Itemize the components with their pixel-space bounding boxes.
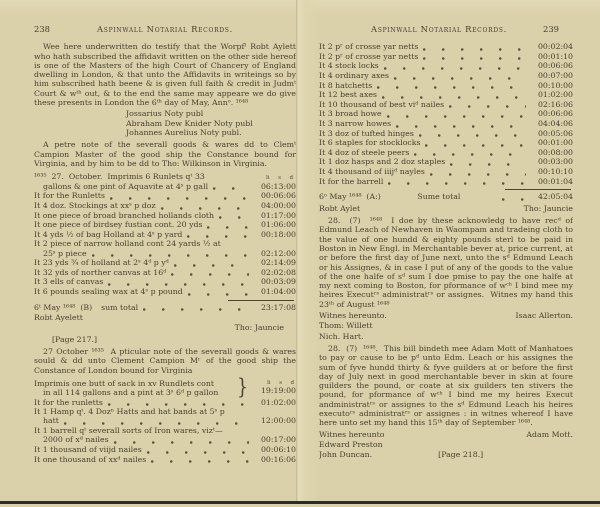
item-value: 00:01:04: [537, 176, 573, 186]
item-label: It 10 thousand of best viᵈ nailes: [319, 99, 445, 109]
running-title: Aspinwall Notarial Records.: [97, 25, 233, 34]
item-label: It one thousand of xxᵈ nailes: [34, 454, 147, 464]
item-value: 02:12:00: [260, 248, 296, 258]
dot-leader: [114, 441, 249, 444]
item-value: 02:14:09: [260, 258, 296, 268]
item-value: 04:04:06: [537, 119, 573, 129]
notary-name: Johannes Aurelius Noty publ.: [126, 127, 242, 137]
dot-leader: [174, 264, 249, 267]
dot-leader: [110, 197, 249, 200]
item-label-cont: hatt: [43, 416, 59, 426]
item-value: 00:01:10: [537, 51, 573, 61]
item-value: 19:19:00: [260, 386, 296, 396]
signature-witness: Tho: Jauncie: [523, 203, 573, 213]
sum-label: sum total: [101, 302, 139, 312]
item-label-cont: gallons & one pint of Aquavite at 4ˢ p gall: [43, 181, 209, 191]
dot-leader: [161, 207, 249, 210]
notary-signatures: [126, 109, 296, 137]
dot-leader: [382, 96, 526, 99]
dot-leader: [108, 403, 249, 406]
item-value: 00:18:00: [260, 229, 296, 239]
witness-name: Nich. Hart.: [319, 331, 364, 341]
dot-leader: [423, 48, 526, 51]
item-value: 00:03:00: [537, 157, 573, 167]
item-value: 00:01:00: [537, 138, 573, 148]
item-value: 02:02:08: [260, 267, 296, 277]
item-label: It 4 stock locks: [319, 61, 379, 71]
item-label: It 4 thousand of iiijᵈ nayles: [319, 167, 425, 177]
ledger-row: [34, 191, 296, 201]
ledger-row: [34, 258, 296, 268]
item-label: It 32 yds of norther canvas at 16ᵈ: [34, 267, 167, 277]
dot-leader: [151, 460, 249, 463]
ledger-row: [34, 268, 296, 278]
item-label: It 4 yds ½ of bag Holland at 4ˢ p yard: [34, 229, 183, 239]
left-page: [34, 25, 296, 499]
dot-leader: [92, 254, 249, 257]
notary-name: Jossarius Noty publ: [126, 109, 204, 119]
witness-name: Thom: Willett: [319, 321, 373, 331]
dot-leader: [207, 226, 249, 229]
item-value: 00:06:10: [260, 444, 296, 454]
ledger-row: [319, 42, 573, 52]
signature-row: [319, 204, 573, 213]
ledger-row: [34, 287, 296, 297]
entry-28b-paragraph: 28. (7) ¹⁶⁴⁸. This bill bindeth mee Adam Mott of Manhatoes to pay or cause to be pᵈ unto Edm. Leach or his assignes the sum of fyve hundd thirty & fyve guilders at or before the first day of July next in good merchantable bever in skin at foure guilders the pound, or coate at six guilders ten stivers the pound, for pformance of wᶜʰ I bind me my heires Execut andministratʳˢ or assignes to the sᵈ Edmund Leach his heires executoʳˢ administratʳˢ or assignes : in witnes whereof I have here unto set my hand this 15ᵗʰ day of September ¹⁶⁴⁸.: [319, 343, 573, 428]
dot-leader: [108, 283, 249, 286]
dot-leader: [394, 77, 526, 80]
witness-label: Witnes hereunto: [319, 429, 385, 439]
ledger-row: [34, 398, 296, 408]
item-label: It 12 best axes: [319, 90, 377, 100]
item-label: It for the Runletts: [34, 191, 106, 201]
item-value: 00:16:06: [260, 454, 296, 464]
ledger-row: [319, 167, 573, 177]
witness-row: [319, 311, 573, 320]
running-head-right: [319, 25, 573, 34]
ledger-row: [319, 138, 573, 148]
item-label: It 4 ordinary axes: [319, 71, 389, 81]
item-label-cont: in all 114 gallons and a pint at 3ˢ 6ᵈ p gallon: [43, 388, 219, 398]
item-value: 00:07:00: [537, 71, 573, 81]
dot-leader: [377, 86, 526, 89]
item-value: 01:17:00: [260, 210, 296, 220]
item-value: 00:02:04: [537, 42, 573, 52]
ledger-row: [319, 90, 573, 100]
sum-value: 42:05:04: [537, 192, 573, 202]
ledger-row: [34, 230, 296, 240]
ledger-row: [34, 445, 296, 455]
ledger-row: [34, 220, 296, 230]
dot-leader: [423, 57, 526, 60]
ledger-row: [319, 81, 573, 91]
item-label-cont: 2000 of xᵈ nailes: [43, 435, 109, 445]
ledger-row: [34, 239, 296, 258]
ledger-row: [34, 426, 296, 445]
item-label: It 1 barrell qᵗ severall sorts of Iron wares, vizᵗ—: [34, 426, 223, 436]
item-label-cont: 25ˢ p piece: [43, 248, 87, 258]
lsd-column-header: li s d: [266, 175, 293, 182]
page-gutter: [296, 0, 318, 501]
item-value: 00:03:09: [260, 277, 296, 287]
brace-glyph: }: [237, 375, 248, 401]
page-reference: [Page 217.]: [52, 334, 98, 344]
sum-date: 6ᵗ May ¹⁶⁴⁸ (B): [34, 302, 93, 312]
item-label: It 3 doz of tufted hinges: [319, 128, 414, 138]
ledger-row: [319, 71, 573, 81]
sum-date: 6ᵒ May ¹⁶⁴⁸ (A:): [319, 192, 381, 202]
dot-leader: [425, 144, 526, 147]
dot-leader: [419, 134, 526, 137]
ledger-row: [319, 157, 573, 167]
item-label: It 4 doz of steele peers: [319, 147, 410, 157]
item-label: It 6 staples for stocklocks: [319, 138, 421, 148]
ledger-row: [319, 177, 573, 187]
dot-leader: [188, 293, 249, 296]
sum-value: 23:17:08: [260, 302, 296, 312]
witness-name: John Duncan.: [319, 450, 373, 460]
page-number: 238: [34, 25, 50, 34]
ledger-row: [319, 100, 573, 110]
affidavit-paragraph: Wee here underwritten do testify that the Worpfˡ Robt Aylett who hath subscribed the affidavit written on the other side hereof is one of the Masters of the high Court of Chancery of England dwelling in London, & that unto the Affidavits in writeings so by him subscribed hath beene & is given full faith & credit in Judmᵗ Court & wᵗʰ out, & to the end the same may appeare we do give these presents in London the 6ᵗʰ day of May, Annᵒ. ¹⁶⁴⁸: [34, 42, 296, 108]
item-label: It 2 pʳ of crosse yar netts: [319, 42, 419, 52]
witness-signer: Isaac Allerton.: [515, 311, 573, 321]
item-value: 01:02:00: [260, 397, 296, 407]
ledger-row: [34, 201, 296, 211]
ledger-row: [34, 277, 296, 287]
item-value: 00:06:06: [537, 61, 573, 71]
item-label: It 2 piece of narrow holland cont 24 yards ½ at: [34, 239, 221, 249]
running-title: Aspinwall Notarial Records.: [371, 25, 507, 34]
witness-signer: Adam Mott.: [526, 429, 573, 439]
item-label: Imprimis one butt of sack in xv Rundlets cont: [34, 378, 215, 388]
particular-note-paragraph: 27 October ¹⁶³⁵ A pticular note of the severall goods & wares sould & dd unto Clement Campion Mʳ of the good ship the Constance of London bound for Virginia: [34, 347, 296, 375]
goods-note-paragraph: A petre note of the severall goods & wares dd to Clemᵗ Campion Master of the good ship the Constance bound for Virginia, and by him to be dd to Tho: Wilkinson in Virginia.: [34, 140, 296, 168]
item-value: 01:04:00: [260, 286, 296, 296]
dot-leader: [143, 308, 249, 311]
item-label: It 2 pʳ of crosse yar netts: [319, 51, 419, 61]
dot-leader: [430, 173, 526, 176]
dot-leader: [414, 153, 526, 156]
sum-total-row: [34, 303, 296, 313]
ledger-sack-butt: [34, 375, 296, 464]
item-label: It 1 doz hasps and 2 doz staples: [319, 157, 446, 167]
item-value: 01:06:00: [260, 220, 296, 230]
dot-leader: [449, 105, 526, 108]
ledger-row: [319, 52, 573, 62]
item-label: It 3 broad howe: [319, 109, 382, 119]
item-label: It 3 narrow howes: [319, 119, 392, 129]
signature-signer: Robt Ayelett: [34, 313, 83, 323]
dot-leader: [171, 273, 249, 276]
witness-row: [319, 430, 573, 439]
sum-rule: [505, 189, 571, 190]
item-value: 00:06:06: [537, 109, 573, 119]
item-label: It 6 pounds sealing wax at 4ˢ p pound: [34, 286, 183, 296]
dot-leader: [396, 125, 526, 128]
item-label: It 1 Hamp qᵗ. 4 Dozⁿ Hatts and hat bands at 5ˢ p: [34, 407, 225, 417]
item-value: 02:16:06: [537, 99, 573, 109]
dot-leader: [388, 182, 526, 185]
item-value: 00:05:06: [537, 128, 573, 138]
item-value: 00:06:06: [260, 191, 296, 201]
running-head-left: [34, 25, 296, 34]
dot-leader: [219, 216, 249, 219]
item-label: It 23 yds ¾ of holland at 2ˢ 4ᵈ p yᵈ: [34, 258, 169, 268]
item-label: It 1 thousand of viijd nailes: [34, 444, 142, 454]
dot-leader: [147, 451, 249, 454]
ledger-row: [319, 61, 573, 71]
book-bottom-edge: [0, 501, 600, 504]
item-label: It 4 doz. Stockings at xxˢ p doz: [34, 200, 156, 210]
page-reference: [Page 218.]: [438, 450, 484, 460]
ledger-row: [34, 211, 296, 221]
item-value: 00:17:00: [260, 435, 296, 445]
brace-row: [34, 375, 296, 401]
item-value: 04:00:00: [260, 200, 296, 210]
right-page: [319, 25, 573, 499]
entry-28a-paragraph: 28. (7) ¹⁶⁴⁸ I doe by these acknowledg to have recᵈ of Edmund Leach of Newhaven in Waompam and tradeing cloth to the value of one hundd & eighty pounds sterl to be paid in Boston in New Engl. in Merchantable bever at, price current, at or before the first day of June next, unto the sᵈ Edmund Leach or his Assignes, & in case I put of any of the goods to the value of the one halfe of sᵈ sum I doe pmise to pay the one halfe at my next coming to Boston, for pformance of wᶜʰ I bind mee my heires Executʳˢ administratʳˢ or assignes. Witnes my hand this 23ᵗʰ of August ¹⁶⁴⁸: [319, 216, 573, 309]
dot-leader: [187, 235, 249, 238]
signature-witness: Tho: Jauncie: [234, 323, 284, 333]
dot-leader: [387, 115, 526, 118]
item-value: 01:02:00: [537, 90, 573, 100]
item-label: It one piece of broad branched hollands cloth: [34, 210, 215, 220]
dot-leader: [450, 163, 526, 166]
witness-label: Witnes hereunto.: [319, 311, 387, 321]
dot-leader: [64, 422, 249, 425]
item-value: 00:10:10: [537, 167, 573, 177]
ledger-first-row: [34, 172, 296, 191]
sum-total-row: [319, 192, 573, 202]
witness-name-row: [319, 450, 573, 459]
page-number: 239: [543, 25, 559, 34]
item-label: ¹⁶³⁵ 27. October. Imprimis 6 Runlets qᵗ 33: [34, 172, 205, 182]
ledger-row: [319, 148, 573, 158]
signature-signer: Robt Aylet: [319, 203, 361, 213]
item-value: 06:13:00: [260, 181, 296, 191]
dot-leader: [213, 187, 249, 190]
ledger-row: [34, 407, 296, 426]
ledger-continued: [319, 42, 573, 202]
dot-leader: [502, 198, 526, 201]
item-value: 00:10:00: [537, 80, 573, 90]
notary-name: Abraham Dew Knider Noty publ: [126, 118, 253, 128]
witness-name: Edward Preston: [319, 439, 383, 449]
sum-rule: [228, 300, 294, 301]
item-value: 00:08:00: [537, 147, 573, 157]
ledger-row: [319, 129, 573, 139]
dot-leader: [384, 67, 526, 70]
ledger-row: [319, 119, 573, 129]
item-label: It for the runletts: [34, 397, 103, 407]
item-label: It for the barrell: [319, 176, 384, 186]
ledger-october-27: [34, 172, 296, 312]
item-label: It 3 ells of canvas: [34, 277, 104, 287]
lsd-column-header: li s d: [267, 380, 294, 387]
ledger-row: [319, 109, 573, 119]
item-label: It 8 hatchetts: [319, 80, 373, 90]
ledger-row: [34, 455, 296, 465]
sum-label: Sume total: [417, 192, 461, 202]
item-label: It one piece of birdsey fustian cont. 20 yds: [34, 220, 203, 230]
item-value: 12:00:00: [260, 416, 296, 426]
